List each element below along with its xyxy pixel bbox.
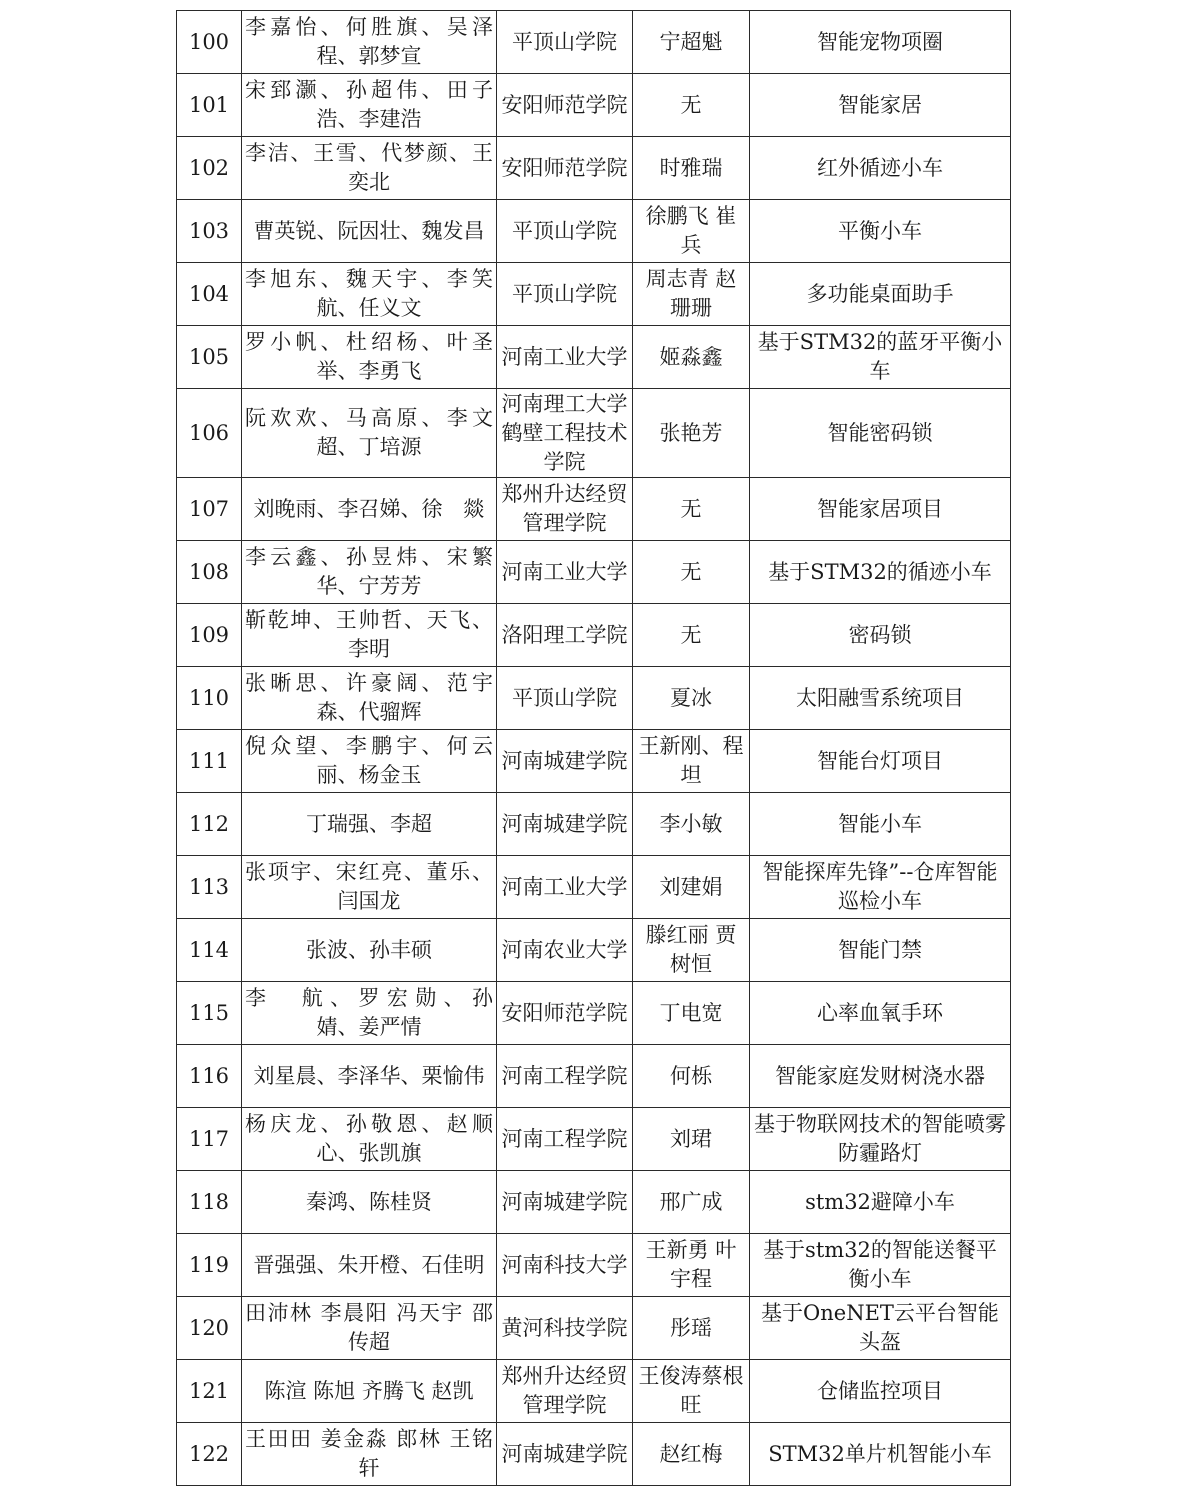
advisor-name: 王新勇 叶宇程 xyxy=(633,1234,750,1297)
team-members: 阮欢欢、马高原、李文超、丁培源 xyxy=(242,389,497,478)
team-members: 靳乾坤、王帅哲、天飞、李明 xyxy=(242,604,497,667)
row-number: 116 xyxy=(177,1045,242,1108)
team-members: 李嘉怡、何胜旗、吴泽程、郭梦宣 xyxy=(242,11,497,74)
advisor-name: 邢广成 xyxy=(633,1171,750,1234)
advisor-name: 刘建娟 xyxy=(633,856,750,919)
team-members: 罗小帆、杜绍杨、叶圣举、李勇飞 xyxy=(242,326,497,389)
school-name: 郑州升达经贸管理学院 xyxy=(497,478,633,541)
table-row xyxy=(177,1297,1011,1360)
school-name: 平顶山学院 xyxy=(497,263,633,326)
table-row xyxy=(177,263,1011,326)
team-members: 杨庆龙、孙敬恩、赵顺心、张凯旗 xyxy=(242,1108,497,1171)
school-name: 河南工程学院 xyxy=(497,1045,633,1108)
project-name: 心率血氧手环 xyxy=(750,982,1011,1045)
school-name: 安阳师范学院 xyxy=(497,74,633,137)
row-number: 114 xyxy=(177,919,242,982)
project-name: 基于stm32的智能送餐平衡小车 xyxy=(750,1234,1011,1297)
row-number: 121 xyxy=(177,1360,242,1423)
advisor-name: 滕红丽 贾树恒 xyxy=(633,919,750,982)
advisor-name: 姬淼鑫 xyxy=(633,326,750,389)
team-members: 丁瑞强、李超 xyxy=(242,793,497,856)
project-name: 太阳融雪系统项目 xyxy=(750,667,1011,730)
table-row xyxy=(177,982,1011,1045)
row-number: 117 xyxy=(177,1108,242,1171)
row-number: 113 xyxy=(177,856,242,919)
school-name: 河南理工大学鹤壁工程技术学院 xyxy=(497,389,633,478)
table-row xyxy=(177,389,1011,478)
advisor-name: 赵红梅 xyxy=(633,1423,750,1486)
team-members: 秦鸿、陈桂贤 xyxy=(242,1171,497,1234)
table-row xyxy=(177,74,1011,137)
table-row xyxy=(177,326,1011,389)
team-members: 李 航、罗宏勋、孙 婧、姜严情 xyxy=(242,982,497,1045)
project-name: 智能家居项目 xyxy=(750,478,1011,541)
advisor-name: 无 xyxy=(633,541,750,604)
row-number: 103 xyxy=(177,200,242,263)
table-row xyxy=(177,793,1011,856)
table-body xyxy=(177,11,1011,1486)
team-members: 宋郅灏、孙超伟、田子浩、李建浩 xyxy=(242,74,497,137)
table-row xyxy=(177,1045,1011,1108)
table-row xyxy=(177,919,1011,982)
advisor-name: 夏冰 xyxy=(633,667,750,730)
table-row xyxy=(177,478,1011,541)
project-name: 基于OneNET云平台智能头盔 xyxy=(750,1297,1011,1360)
table-row xyxy=(177,1171,1011,1234)
advisor-name: 刘珺 xyxy=(633,1108,750,1171)
row-number: 110 xyxy=(177,667,242,730)
school-name: 河南农业大学 xyxy=(497,919,633,982)
project-name: 密码锁 xyxy=(750,604,1011,667)
table-row xyxy=(177,667,1011,730)
table-row xyxy=(177,200,1011,263)
team-members: 张波、孙丰硕 xyxy=(242,919,497,982)
row-number: 104 xyxy=(177,263,242,326)
school-name: 安阳师范学院 xyxy=(497,982,633,1045)
advisor-name: 彤瑶 xyxy=(633,1297,750,1360)
project-name: 平衡小车 xyxy=(750,200,1011,263)
project-name: 智能台灯项目 xyxy=(750,730,1011,793)
row-number: 102 xyxy=(177,137,242,200)
team-members: 陈渲 陈旭 齐腾飞 赵凯 xyxy=(242,1360,497,1423)
project-name: 仓储监控项目 xyxy=(750,1360,1011,1423)
team-members: 田沛林 李晨阳 冯天宇 邵传超 xyxy=(242,1297,497,1360)
table-row xyxy=(177,1360,1011,1423)
school-name: 平顶山学院 xyxy=(497,11,633,74)
project-name: 基于物联网技术的智能喷雾防霾路灯 xyxy=(750,1108,1011,1171)
project-name: 智能门禁 xyxy=(750,919,1011,982)
school-name: 郑州升达经贸管理学院 xyxy=(497,1360,633,1423)
row-number: 112 xyxy=(177,793,242,856)
school-name: 河南工程学院 xyxy=(497,1108,633,1171)
row-number: 111 xyxy=(177,730,242,793)
team-members: 李旭东、魏天宇、李笑航、任义文 xyxy=(242,263,497,326)
school-name: 洛阳理工学院 xyxy=(497,604,633,667)
school-name: 河南城建学院 xyxy=(497,1171,633,1234)
team-roster-table xyxy=(176,10,1011,1486)
table-row xyxy=(177,137,1011,200)
team-members: 张项宇、宋红亮、董乐、闫国龙 xyxy=(242,856,497,919)
project-name: 红外循迹小车 xyxy=(750,137,1011,200)
project-name: 智能小车 xyxy=(750,793,1011,856)
project-name: 智能密码锁 xyxy=(750,389,1011,478)
school-name: 河南科技大学 xyxy=(497,1234,633,1297)
advisor-name: 丁电宽 xyxy=(633,982,750,1045)
team-members: 倪众望、李鹏宇、何云丽、杨金玉 xyxy=(242,730,497,793)
project-name: STM32单片机智能小车 xyxy=(750,1423,1011,1486)
row-number: 122 xyxy=(177,1423,242,1486)
advisor-name: 张艳芳 xyxy=(633,389,750,478)
school-name: 河南城建学院 xyxy=(497,1423,633,1486)
school-name: 河南工业大学 xyxy=(497,541,633,604)
team-members: 刘晚雨、李召娣、徐 燚 xyxy=(242,478,497,541)
advisor-name: 何栎 xyxy=(633,1045,750,1108)
table-row xyxy=(177,730,1011,793)
project-name: 智能家居 xyxy=(750,74,1011,137)
row-number: 119 xyxy=(177,1234,242,1297)
team-members: 曹英锐、阮因壮、魏发昌 xyxy=(242,200,497,263)
team-members: 刘星晨、李泽华、栗愉伟 xyxy=(242,1045,497,1108)
advisor-name: 王俊涛蔡根旺 xyxy=(633,1360,750,1423)
row-number: 108 xyxy=(177,541,242,604)
team-members: 张晰思、许豪阔、范宇森、代骝辉 xyxy=(242,667,497,730)
school-name: 河南城建学院 xyxy=(497,730,633,793)
project-name: 智能探库先锋”--仓库智能巡检小车 xyxy=(750,856,1011,919)
advisor-name: 徐鹏飞 崔兵 xyxy=(633,200,750,263)
advisor-name: 李小敏 xyxy=(633,793,750,856)
table-row xyxy=(177,604,1011,667)
team-members: 王田田 姜金淼 郎林 王铭轩 xyxy=(242,1423,497,1486)
team-members: 李洁、王雪、代梦颜、王奕北 xyxy=(242,137,497,200)
project-name: 多功能桌面助手 xyxy=(750,263,1011,326)
school-name: 平顶山学院 xyxy=(497,667,633,730)
table-row xyxy=(177,1423,1011,1486)
row-number: 105 xyxy=(177,326,242,389)
advisor-name: 王新刚、程坦 xyxy=(633,730,750,793)
school-name: 平顶山学院 xyxy=(497,200,633,263)
row-number: 109 xyxy=(177,604,242,667)
project-name: 基于STM32的蓝牙平衡小车 xyxy=(750,326,1011,389)
advisor-name: 无 xyxy=(633,478,750,541)
project-name: 智能宠物项圈 xyxy=(750,11,1011,74)
advisor-name: 无 xyxy=(633,604,750,667)
project-name: 基于STM32的循迹小车 xyxy=(750,541,1011,604)
team-members: 李云鑫、孙昱炜、宋繁华、宁芳芳 xyxy=(242,541,497,604)
table-row xyxy=(177,541,1011,604)
advisor-name: 周志青 赵珊珊 xyxy=(633,263,750,326)
row-number: 115 xyxy=(177,982,242,1045)
project-name: 智能家庭发财树浇水器 xyxy=(750,1045,1011,1108)
school-name: 安阳师范学院 xyxy=(497,137,633,200)
school-name: 河南工业大学 xyxy=(497,326,633,389)
row-number: 100 xyxy=(177,11,242,74)
school-name: 河南城建学院 xyxy=(497,793,633,856)
table-row xyxy=(177,11,1011,74)
school-name: 黄河科技学院 xyxy=(497,1297,633,1360)
row-number: 107 xyxy=(177,478,242,541)
school-name: 河南工业大学 xyxy=(497,856,633,919)
table-row xyxy=(177,1234,1011,1297)
table-row xyxy=(177,856,1011,919)
advisor-name: 时雅瑞 xyxy=(633,137,750,200)
row-number: 106 xyxy=(177,389,242,478)
advisor-name: 无 xyxy=(633,74,750,137)
team-members: 晋强强、朱开橙、石佳明 xyxy=(242,1234,497,1297)
advisor-name: 宁超魁 xyxy=(633,11,750,74)
project-name: stm32避障小车 xyxy=(750,1171,1011,1234)
table-row xyxy=(177,1108,1011,1171)
row-number: 118 xyxy=(177,1171,242,1234)
row-number: 120 xyxy=(177,1297,242,1360)
row-number: 101 xyxy=(177,74,242,137)
